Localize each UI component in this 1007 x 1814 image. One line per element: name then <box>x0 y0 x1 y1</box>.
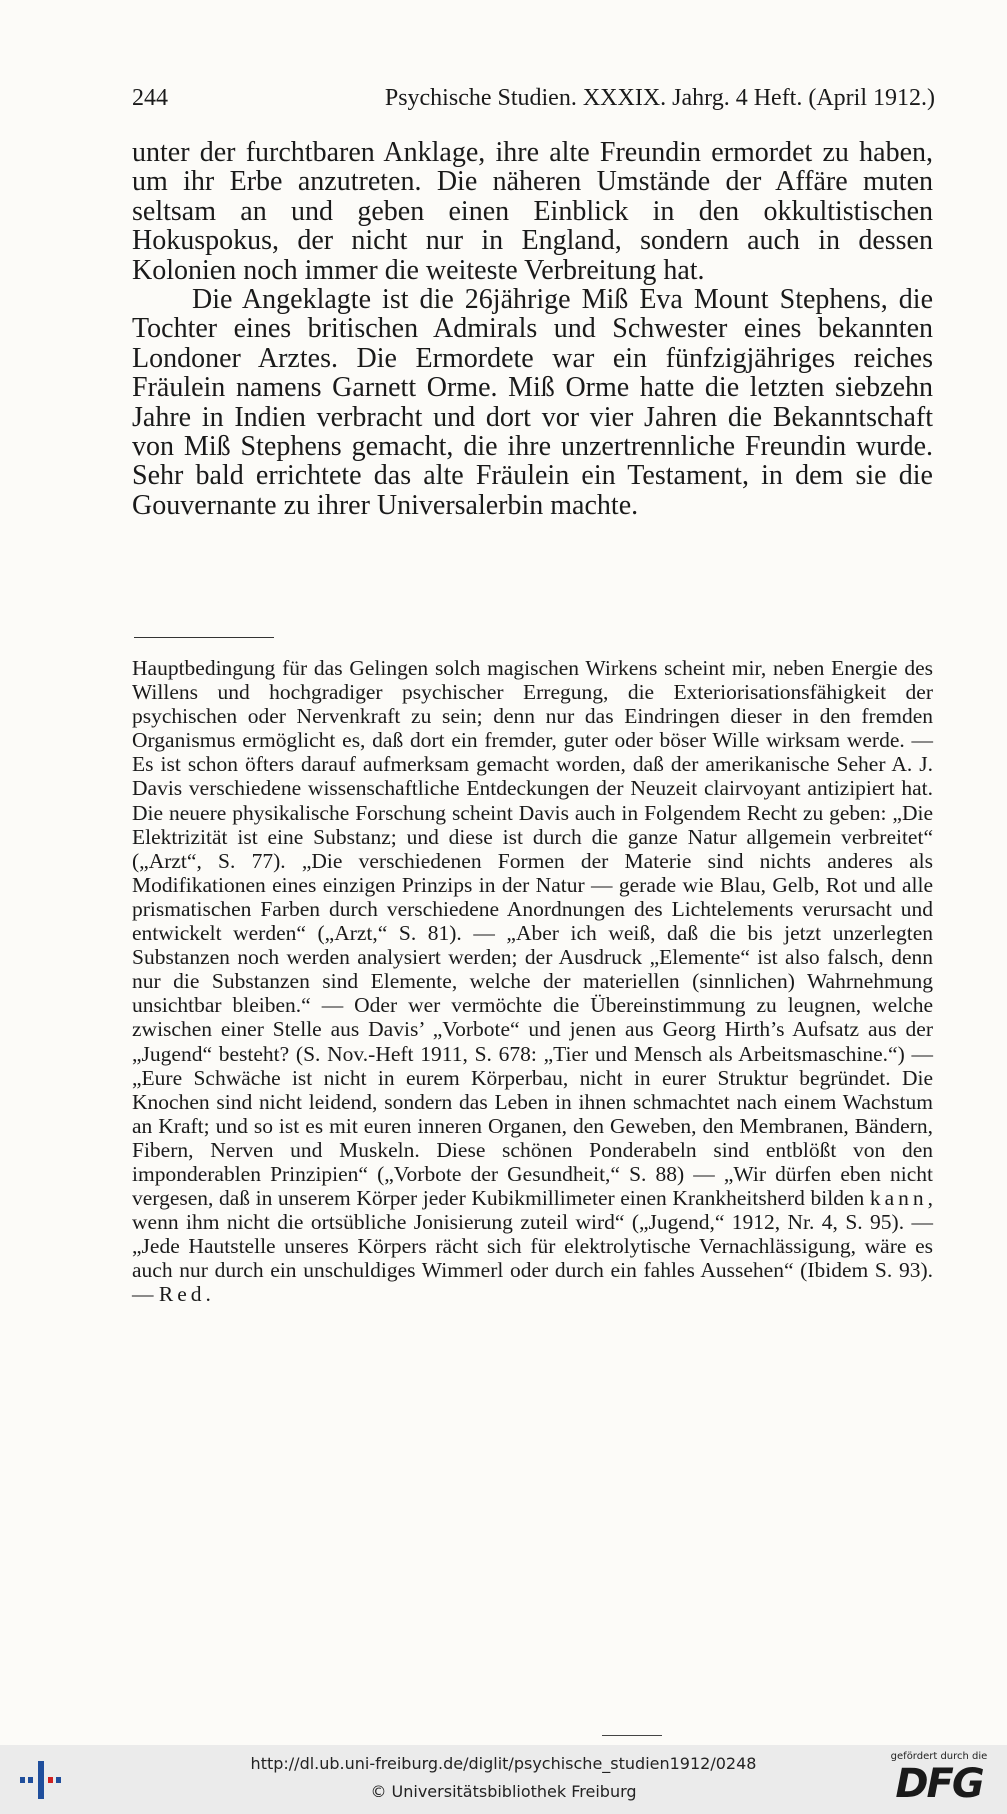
editor-signature: Red. <box>158 1282 215 1307</box>
page-number: 244 <box>132 85 168 111</box>
copyright-notice: © Universitätsbibliothek Freiburg <box>370 1782 637 1801</box>
running-header <box>132 83 935 113</box>
footnote-separator <box>134 637 274 638</box>
dfg-logo-text: DFG <box>895 1761 983 1807</box>
footnote-paragraph <box>132 656 933 1307</box>
dfg-logo <box>885 1751 993 1809</box>
paragraph: unter der furchtbaren Anklage, ihre alte Freundin ermordet zu haben, um ihr Erbe anzutreten. Die näheren Umstände der Affäre muten seltsam an und geben einen Einblick in den okkultistischen Hokuspokus, der nicht nur in England, sondern auch in dessen Kolonien noch immer die weiteste Verbreitung hat. <box>132 137 933 286</box>
source-url[interactable]: http://dl.ub.uni-freiburg.de/diglit/psychische_studien1912/0248 <box>250 1754 757 1773</box>
footnote-text-continued: , wenn ihm nicht die ortsübliche Jonisierung zuteil wird“ („Jugend,“ 1912, Nr. 4, S. 95). — „Jede Hautstelle unseres Körpers rächt sich für elektrolytische Vernachlässigung, wäre es auch nur durch ein unschuldiges Wimmerl oder durch ein fahles Aussehen“ (Ibidem S. 93). — <box>132 1186 934 1307</box>
footnote <box>132 656 933 1307</box>
running-title: Psychische Studien. XXXIX. Jahrg. 4 Heft. (April 1912.) <box>384 85 935 111</box>
viewer-footer <box>0 1745 1007 1814</box>
funding-note: gefördert durch die <box>890 1751 988 1762</box>
footnote-text: Hauptbedingung für das Gelingen solch magischen Wirkens scheint mir, neben Energie des Willens und hochgradiger psychischer Erregung, die Exteriorisationsfähigkeit der psychischen oder Nervenkraft zu sein; denn nur das Eindringen dieser in den fremden Organismus ermöglicht es, daß dort ein fremder, guter oder böser Wille wirksam werde. — Es ist schon öfters darauf aufmerksam gemacht worden, daß der amerikanische Seher A. J. Davis verschiedene wissenschaftliche Entdeckungen der Neuzeit clairvoyant antizipiert hat. Die neuere physikalische Forschung scheint Davis auch in Folgendem Recht zu geben: „Die Elektrizität ist eine Substanz; und diese ist durch die ganze Natur allgemein verbreitet“ („Arzt“, S. 77). „Die verschiedenen Formen der Materie sind nichts anderes als Modifikationen eines einzigen Prinzips in der Natur — gerade wie Blau, Gelb, Rot und alle prismatischen Farben durch verschiedene Anordnungen des Lichtelements verursacht und entwickelt werden“ („Arzt,“ S. 81). — „Aber ich weiß, daß die bis jetzt unzerlegten Substanzen noch werden analysiert werden; der Ausdruck „Elemente“ ist also falsch, denn nur die Substanzen sind Elemente, welche der materiellen (sinnlichen) Wahrnehmung unsichtbar bleiben.“ — Oder wer vermöchte die Übereinstimmung zu leugnen, welche zwischen einer Stelle aus Davis’ „Vorbote“ und jenen aus Georg Hirth’s Aufsatz aus der „Jugend“ besteht? (S. Nov.-Heft 1911, S. 678: „Tier und Mensch als Arbeitsmaschine.“) — „Eure Schwäche ist nicht in eurem Körperbau, nicht in eurer Struktur begründet. Die Knochen sind nicht leidend, sondern das Leben in ihnen schmachtet nach einem Wachstum an Kraft; und so ist es mit euren inneren Organen, den Geweben, den Membranen, Bändern, Fibern, Nerven und Muskeln. Diese schönen Ponderabeln sind entblößt von den imponderablen Prinzipien“ („Vorbote der Gesundheit,“ S. 88) — „Wir dürfen eben nicht vergesen, daß in unserem Körper jeder Kubikmillimeter einen Krankheitsherd bilden <box>132 656 933 1211</box>
main-text <box>132 138 933 520</box>
bottom-mark <box>602 1735 662 1736</box>
paragraph: Die Angeklagte ist die 26jährige Miß Eva Mount Stephens, die Tochter eines britischen Admirals und Schwester eines bekannten Londoner Arztes. Die Ermordete war ein fünfzigjähriges reiches Fräulein namens Garnett Orme. Miß Orme hatte die letzten siebzehn Jahre in Indien verbracht und dort vor vier Jahren die Bekanntschaft von Miß Stephens gemacht, die ihre unzertrennliche Freundin wurde. Sehr bald errichtete das alte Fräulein ein Testament, in dem sie die Gouvernante zu ihrer Universalerbin machte. <box>132 284 933 521</box>
emphasis-word: kann <box>869 1186 928 1211</box>
